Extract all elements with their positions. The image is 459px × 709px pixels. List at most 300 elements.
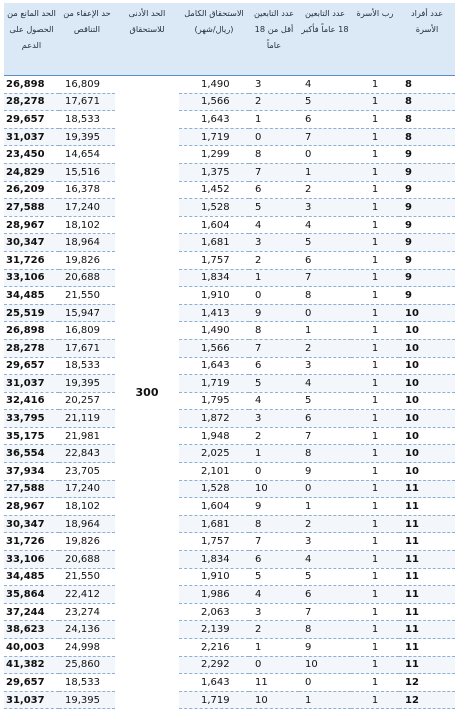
cell-family-size: 11 — [399, 568, 455, 586]
cell-full-entitlement: 1,528 — [179, 480, 249, 498]
cell-full-entitlement: 1,528 — [179, 199, 249, 217]
cell-minor-dependents: 7 — [249, 339, 299, 357]
cell-minor-dependents: 1 — [249, 639, 299, 657]
cell-minor-dependents: 9 — [249, 498, 299, 516]
cell-min-entitlement: 300 — [115, 76, 179, 709]
cell-minor-dependents: 8 — [249, 146, 299, 164]
cell-max-limit: 26,898 — [4, 322, 59, 340]
cell-adult-dependents: 6 — [299, 111, 351, 129]
cell-exemption-limit: 20,688 — [59, 551, 115, 569]
cell-household-head: 1 — [351, 216, 399, 234]
cell-full-entitlement: 1,643 — [179, 357, 249, 375]
cell-full-entitlement: 2,063 — [179, 603, 249, 621]
cell-minor-dependents: 4 — [249, 216, 299, 234]
cell-max-limit: 28,967 — [4, 498, 59, 516]
cell-adult-dependents: 3 — [299, 199, 351, 217]
table-row — [4, 445, 455, 463]
cell-exemption-limit: 14,654 — [59, 146, 115, 164]
table-row — [4, 111, 455, 129]
cell-adult-dependents: 6 — [299, 251, 351, 269]
table-row — [4, 181, 455, 199]
cell-full-entitlement: 1,490 — [179, 76, 249, 94]
cell-max-limit: 33,106 — [4, 269, 59, 287]
cell-family-size: 11 — [399, 639, 455, 657]
cell-max-limit: 28,967 — [4, 216, 59, 234]
cell-max-limit: 26,209 — [4, 181, 59, 199]
cell-adult-dependents: 4 — [299, 76, 351, 94]
cell-minor-dependents: 3 — [249, 234, 299, 252]
cell-minor-dependents: 0 — [249, 287, 299, 305]
table-row — [4, 128, 455, 146]
cell-household-head: 1 — [351, 375, 399, 393]
cell-exemption-limit: 18,102 — [59, 216, 115, 234]
cell-exemption-limit: 17,671 — [59, 93, 115, 111]
table-row — [4, 691, 455, 709]
cell-exemption-limit: 21,550 — [59, 568, 115, 586]
cell-adult-dependents: 5 — [299, 392, 351, 410]
cell-household-head: 1 — [351, 181, 399, 199]
cell-exemption-limit: 16,809 — [59, 76, 115, 94]
cell-full-entitlement: 1,413 — [179, 304, 249, 322]
table-row — [4, 498, 455, 516]
table-row — [4, 551, 455, 569]
cell-max-limit: 31,726 — [4, 251, 59, 269]
cell-family-size: 11 — [399, 515, 455, 533]
cell-family-size: 9 — [399, 287, 455, 305]
cell-family-size: 8 — [399, 93, 455, 111]
cell-family-size: 8 — [399, 111, 455, 129]
table-row — [4, 287, 455, 305]
cell-max-limit: 40,003 — [4, 639, 59, 657]
table-row — [4, 234, 455, 252]
header-max-limit: الحد المانع من الحصول على الدعم — [4, 3, 59, 76]
cell-household-head: 1 — [351, 128, 399, 146]
cell-minor-dependents: 1 — [249, 269, 299, 287]
cell-family-size: 8 — [399, 128, 455, 146]
cell-household-head: 1 — [351, 163, 399, 181]
cell-household-head: 1 — [351, 76, 399, 94]
cell-adult-dependents: 5 — [299, 568, 351, 586]
cell-household-head: 1 — [351, 551, 399, 569]
cell-exemption-limit: 22,412 — [59, 586, 115, 604]
cell-household-head: 1 — [351, 656, 399, 674]
cell-full-entitlement: 1,834 — [179, 269, 249, 287]
cell-max-limit: 23,450 — [4, 146, 59, 164]
cell-adult-dependents: 1 — [299, 322, 351, 340]
cell-exemption-limit: 19,395 — [59, 375, 115, 393]
cell-adult-dependents: 2 — [299, 515, 351, 533]
table-row — [4, 603, 455, 621]
cell-household-head: 1 — [351, 603, 399, 621]
cell-max-limit: 28,278 — [4, 339, 59, 357]
cell-family-size: 10 — [399, 445, 455, 463]
cell-household-head: 1 — [351, 269, 399, 287]
table-row — [4, 410, 455, 428]
cell-household-head: 1 — [351, 533, 399, 551]
cell-household-head: 1 — [351, 463, 399, 481]
table-row — [4, 533, 455, 551]
cell-full-entitlement: 1,834 — [179, 551, 249, 569]
cell-max-limit: 34,485 — [4, 287, 59, 305]
cell-minor-dependents: 9 — [249, 304, 299, 322]
cell-family-size: 11 — [399, 498, 455, 516]
cell-full-entitlement: 1,490 — [179, 322, 249, 340]
cell-household-head: 1 — [351, 199, 399, 217]
cell-adult-dependents: 7 — [299, 269, 351, 287]
cell-family-size: 10 — [399, 339, 455, 357]
cell-adult-dependents: 6 — [299, 586, 351, 604]
cell-household-head: 1 — [351, 234, 399, 252]
cell-full-entitlement: 1,872 — [179, 410, 249, 428]
cell-full-entitlement: 1,375 — [179, 163, 249, 181]
cell-family-size: 10 — [399, 427, 455, 445]
cell-family-size: 11 — [399, 533, 455, 551]
cell-household-head: 1 — [351, 427, 399, 445]
cell-minor-dependents: 8 — [249, 515, 299, 533]
cell-minor-dependents: 3 — [249, 410, 299, 428]
cell-max-limit: 31,037 — [4, 128, 59, 146]
cell-full-entitlement: 1,681 — [179, 234, 249, 252]
header-household-head: رب الأسرة — [351, 3, 399, 76]
cell-exemption-limit: 18,533 — [59, 111, 115, 129]
cell-minor-dependents: 10 — [249, 480, 299, 498]
cell-max-limit: 32,416 — [4, 392, 59, 410]
cell-household-head: 1 — [351, 445, 399, 463]
cell-max-limit: 36,554 — [4, 445, 59, 463]
cell-adult-dependents: 0 — [299, 674, 351, 692]
cell-family-size: 10 — [399, 357, 455, 375]
table-row — [4, 621, 455, 639]
cell-family-size: 10 — [399, 375, 455, 393]
cell-household-head: 1 — [351, 392, 399, 410]
cell-household-head: 1 — [351, 304, 399, 322]
cell-adult-dependents: 1 — [299, 163, 351, 181]
cell-adult-dependents: 3 — [299, 533, 351, 551]
table-row — [4, 674, 455, 692]
cell-adult-dependents: 4 — [299, 551, 351, 569]
cell-exemption-limit: 19,826 — [59, 533, 115, 551]
cell-full-entitlement: 1,604 — [179, 216, 249, 234]
table-row — [4, 392, 455, 410]
cell-adult-dependents: 0 — [299, 146, 351, 164]
cell-max-limit: 28,278 — [4, 93, 59, 111]
cell-exemption-limit: 18,533 — [59, 357, 115, 375]
cell-adult-dependents: 8 — [299, 621, 351, 639]
cell-household-head: 1 — [351, 357, 399, 375]
cell-full-entitlement: 1,643 — [179, 111, 249, 129]
cell-adult-dependents: 10 — [299, 656, 351, 674]
cell-family-size: 11 — [399, 551, 455, 569]
cell-adult-dependents: 7 — [299, 427, 351, 445]
table-row — [4, 251, 455, 269]
cell-full-entitlement: 1,566 — [179, 93, 249, 111]
cell-exemption-limit: 18,533 — [59, 674, 115, 692]
cell-max-limit: 31,037 — [4, 691, 59, 709]
cell-full-entitlement: 1,719 — [179, 128, 249, 146]
cell-minor-dependents: 5 — [249, 199, 299, 217]
cell-exemption-limit: 17,240 — [59, 199, 115, 217]
cell-minor-dependents: 7 — [249, 163, 299, 181]
cell-minor-dependents: 3 — [249, 603, 299, 621]
cell-adult-dependents: 0 — [299, 480, 351, 498]
table-row — [4, 76, 455, 94]
entitlement-table-container — [4, 3, 455, 709]
cell-exemption-limit: 16,809 — [59, 322, 115, 340]
cell-minor-dependents: 6 — [249, 357, 299, 375]
cell-minor-dependents: 2 — [249, 621, 299, 639]
cell-max-limit: 35,175 — [4, 427, 59, 445]
cell-family-size: 10 — [399, 304, 455, 322]
cell-adult-dependents: 8 — [299, 287, 351, 305]
table-body — [4, 76, 455, 709]
table-row — [4, 269, 455, 287]
cell-minor-dependents: 5 — [249, 375, 299, 393]
cell-full-entitlement: 1,681 — [179, 515, 249, 533]
cell-family-size: 9 — [399, 216, 455, 234]
cell-minor-dependents: 4 — [249, 586, 299, 604]
cell-household-head: 1 — [351, 568, 399, 586]
cell-exemption-limit: 18,964 — [59, 234, 115, 252]
cell-household-head: 1 — [351, 322, 399, 340]
cell-adult-dependents: 3 — [299, 357, 351, 375]
cell-exemption-limit: 23,705 — [59, 463, 115, 481]
cell-max-limit: 29,657 — [4, 674, 59, 692]
cell-household-head: 1 — [351, 146, 399, 164]
cell-full-entitlement: 1,757 — [179, 533, 249, 551]
cell-family-size: 12 — [399, 691, 455, 709]
cell-full-entitlement: 2,101 — [179, 463, 249, 481]
cell-minor-dependents: 1 — [249, 445, 299, 463]
cell-family-size: 11 — [399, 480, 455, 498]
cell-exemption-limit: 21,119 — [59, 410, 115, 428]
table-row — [4, 463, 455, 481]
cell-max-limit: 41,382 — [4, 656, 59, 674]
cell-max-limit: 35,864 — [4, 586, 59, 604]
table-row — [4, 339, 455, 357]
cell-household-head: 1 — [351, 621, 399, 639]
table-row — [4, 586, 455, 604]
cell-household-head: 1 — [351, 674, 399, 692]
table-row — [4, 216, 455, 234]
cell-adult-dependents: 4 — [299, 375, 351, 393]
cell-exemption-limit: 18,964 — [59, 515, 115, 533]
cell-adult-dependents: 4 — [299, 216, 351, 234]
cell-family-size: 9 — [399, 269, 455, 287]
cell-exemption-limit: 17,240 — [59, 480, 115, 498]
table-row — [4, 304, 455, 322]
table-row — [4, 357, 455, 375]
cell-max-limit: 27,588 — [4, 199, 59, 217]
cell-family-size: 8 — [399, 76, 455, 94]
cell-full-entitlement: 1,910 — [179, 568, 249, 586]
cell-adult-dependents: 1 — [299, 691, 351, 709]
cell-minor-dependents: 2 — [249, 251, 299, 269]
header-min-entitlement: الحد الأدنى للاستحقاق — [115, 3, 179, 76]
cell-exemption-limit: 25,860 — [59, 656, 115, 674]
cell-family-size: 11 — [399, 656, 455, 674]
cell-family-size: 10 — [399, 392, 455, 410]
cell-exemption-limit: 24,998 — [59, 639, 115, 657]
cell-family-size: 10 — [399, 410, 455, 428]
cell-household-head: 1 — [351, 498, 399, 516]
cell-max-limit: 34,485 — [4, 568, 59, 586]
table-row — [4, 93, 455, 111]
cell-household-head: 1 — [351, 339, 399, 357]
cell-family-size: 9 — [399, 251, 455, 269]
cell-full-entitlement: 1,604 — [179, 498, 249, 516]
cell-adult-dependents: 9 — [299, 463, 351, 481]
header-family-size: عدد أفراد الأسرة — [399, 3, 455, 76]
header-row — [4, 3, 455, 76]
cell-exemption-limit: 24,136 — [59, 621, 115, 639]
cell-max-limit: 31,726 — [4, 533, 59, 551]
cell-max-limit: 30,347 — [4, 515, 59, 533]
cell-full-entitlement: 1,795 — [179, 392, 249, 410]
cell-exemption-limit: 18,102 — [59, 498, 115, 516]
cell-full-entitlement: 2,025 — [179, 445, 249, 463]
cell-max-limit: 26,898 — [4, 76, 59, 94]
cell-exemption-limit: 21,550 — [59, 287, 115, 305]
cell-full-entitlement: 2,139 — [179, 621, 249, 639]
table-row — [4, 639, 455, 657]
cell-max-limit: 37,934 — [4, 463, 59, 481]
cell-exemption-limit: 20,688 — [59, 269, 115, 287]
cell-household-head: 1 — [351, 639, 399, 657]
cell-family-size: 11 — [399, 621, 455, 639]
cell-household-head: 1 — [351, 691, 399, 709]
cell-full-entitlement: 1,948 — [179, 427, 249, 445]
table-row — [4, 375, 455, 393]
cell-adult-dependents: 5 — [299, 93, 351, 111]
cell-family-size: 11 — [399, 603, 455, 621]
header-full-entitlement: الاستحقاق الكامل (ريال/شهر) — [179, 3, 249, 76]
cell-full-entitlement: 1,299 — [179, 146, 249, 164]
cell-exemption-limit: 15,516 — [59, 163, 115, 181]
table-row — [4, 146, 455, 164]
cell-minor-dependents: 11 — [249, 674, 299, 692]
cell-full-entitlement: 1,986 — [179, 586, 249, 604]
cell-adult-dependents: 2 — [299, 339, 351, 357]
cell-household-head: 1 — [351, 287, 399, 305]
cell-minor-dependents: 2 — [249, 427, 299, 445]
cell-exemption-limit: 19,395 — [59, 691, 115, 709]
cell-max-limit: 33,106 — [4, 551, 59, 569]
cell-exemption-limit: 21,981 — [59, 427, 115, 445]
cell-minor-dependents: 5 — [249, 568, 299, 586]
table-row — [4, 480, 455, 498]
cell-exemption-limit: 19,395 — [59, 128, 115, 146]
table-row — [4, 515, 455, 533]
cell-minor-dependents: 1 — [249, 111, 299, 129]
cell-family-size: 9 — [399, 199, 455, 217]
cell-household-head: 1 — [351, 586, 399, 604]
cell-adult-dependents: 0 — [299, 304, 351, 322]
cell-max-limit: 30,347 — [4, 234, 59, 252]
cell-max-limit: 31,037 — [4, 375, 59, 393]
cell-minor-dependents: 10 — [249, 691, 299, 709]
table-row — [4, 656, 455, 674]
cell-family-size: 11 — [399, 586, 455, 604]
cell-max-limit: 38,623 — [4, 621, 59, 639]
table-header — [4, 3, 455, 76]
cell-family-size: 9 — [399, 234, 455, 252]
cell-minor-dependents: 3 — [249, 76, 299, 94]
cell-exemption-limit: 19,826 — [59, 251, 115, 269]
cell-minor-dependents: 2 — [249, 93, 299, 111]
cell-max-limit: 29,657 — [4, 357, 59, 375]
cell-minor-dependents: 4 — [249, 392, 299, 410]
table-row — [4, 199, 455, 217]
cell-minor-dependents: 8 — [249, 322, 299, 340]
cell-full-entitlement: 1,452 — [179, 181, 249, 199]
header-adult-dependents: عدد التابعين 18 عاماً فأكبر — [299, 3, 351, 76]
cell-household-head: 1 — [351, 111, 399, 129]
cell-full-entitlement: 1,719 — [179, 691, 249, 709]
cell-max-limit: 24,829 — [4, 163, 59, 181]
cell-full-entitlement: 1,910 — [179, 287, 249, 305]
cell-household-head: 1 — [351, 251, 399, 269]
cell-minor-dependents: 7 — [249, 533, 299, 551]
cell-family-size: 9 — [399, 163, 455, 181]
cell-minor-dependents: 6 — [249, 181, 299, 199]
cell-max-limit: 33,795 — [4, 410, 59, 428]
table-row — [4, 163, 455, 181]
cell-minor-dependents: 0 — [249, 656, 299, 674]
cell-exemption-limit: 22,843 — [59, 445, 115, 463]
cell-family-size: 9 — [399, 181, 455, 199]
cell-exemption-limit: 15,947 — [59, 304, 115, 322]
entitlement-table — [4, 3, 455, 709]
cell-household-head: 1 — [351, 410, 399, 428]
cell-family-size: 10 — [399, 463, 455, 481]
cell-household-head: 1 — [351, 93, 399, 111]
cell-exemption-limit: 23,274 — [59, 603, 115, 621]
cell-household-head: 1 — [351, 515, 399, 533]
cell-full-entitlement: 2,216 — [179, 639, 249, 657]
cell-minor-dependents: 0 — [249, 128, 299, 146]
cell-max-limit: 37,244 — [4, 603, 59, 621]
cell-family-size: 10 — [399, 322, 455, 340]
cell-adult-dependents: 8 — [299, 445, 351, 463]
header-exemption-limit: حد الإعفاء من التناقص — [59, 3, 115, 76]
cell-minor-dependents: 6 — [249, 551, 299, 569]
cell-adult-dependents: 6 — [299, 410, 351, 428]
cell-full-entitlement: 1,757 — [179, 251, 249, 269]
cell-full-entitlement: 1,643 — [179, 674, 249, 692]
header-minor-dependents: عدد التابعين أقل من 18 عاماً — [249, 3, 299, 76]
cell-household-head: 1 — [351, 480, 399, 498]
cell-adult-dependents: 7 — [299, 128, 351, 146]
table-row — [4, 568, 455, 586]
cell-family-size: 9 — [399, 146, 455, 164]
cell-full-entitlement: 2,292 — [179, 656, 249, 674]
cell-exemption-limit: 17,671 — [59, 339, 115, 357]
cell-full-entitlement: 1,566 — [179, 339, 249, 357]
cell-adult-dependents: 7 — [299, 603, 351, 621]
cell-minor-dependents: 0 — [249, 463, 299, 481]
table-row — [4, 322, 455, 340]
cell-adult-dependents: 1 — [299, 498, 351, 516]
table-row — [4, 427, 455, 445]
cell-max-limit: 27,588 — [4, 480, 59, 498]
cell-max-limit: 29,657 — [4, 111, 59, 129]
cell-family-size: 12 — [399, 674, 455, 692]
cell-adult-dependents: 9 — [299, 639, 351, 657]
cell-exemption-limit: 16,378 — [59, 181, 115, 199]
cell-adult-dependents: 2 — [299, 181, 351, 199]
cell-exemption-limit: 20,257 — [59, 392, 115, 410]
cell-full-entitlement: 1,719 — [179, 375, 249, 393]
